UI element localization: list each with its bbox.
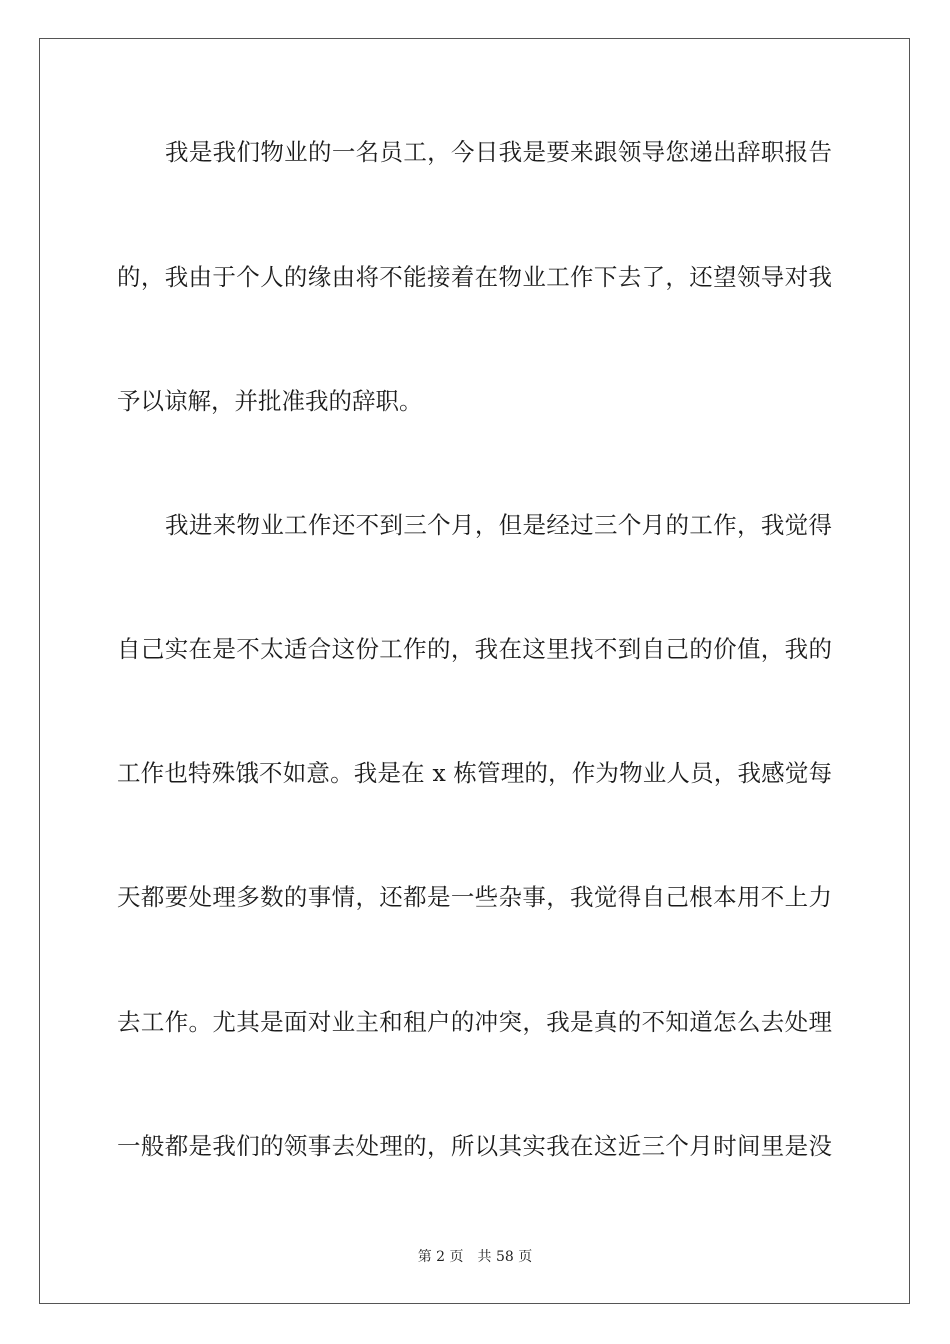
paragraph-2-line-1: 我进来物业工作还不到三个月，但是经过三个月的工作，我觉得 (165, 511, 832, 539)
paragraph-1-line-3: 予以谅解，并批准我的辞职。 (117, 387, 423, 415)
page-footer (0, 1248, 950, 1266)
paragraph-2-line-5: 去工作。尤其是面对业主和租户的冲突，我是真的不知道怎么去处理 (117, 1008, 832, 1036)
paragraph-2-line-3: 工作也特殊饿不如意。我是在 x 栋管理的，作为物业人员，我感觉每 (117, 759, 832, 787)
paragraph-1-line-1: 我是我们物业的一名员工，今日我是要来跟领导您递出辞职报告 (165, 138, 832, 166)
paragraph-2-line-2: 自己实在是不太适合这份工作的，我在这里找不到自己的价值，我的 (117, 635, 832, 663)
paragraph-2-line-4: 天都要处理多数的事情，还都是一些杂事，我觉得自己根本用不上力 (117, 883, 832, 911)
page-frame (39, 38, 910, 1304)
page-total: 共 58 页 (477, 1249, 533, 1265)
paragraph-1-line-2: 的，我由于个人的缘由将不能接着在物业工作下去了，还望领导对我 (117, 263, 832, 291)
paragraph-2-line-6: 一般都是我们的领事去处理的，所以其实我在这近三个月时间里是没 (117, 1132, 832, 1160)
page-number: 第 2 页 (417, 1249, 464, 1265)
